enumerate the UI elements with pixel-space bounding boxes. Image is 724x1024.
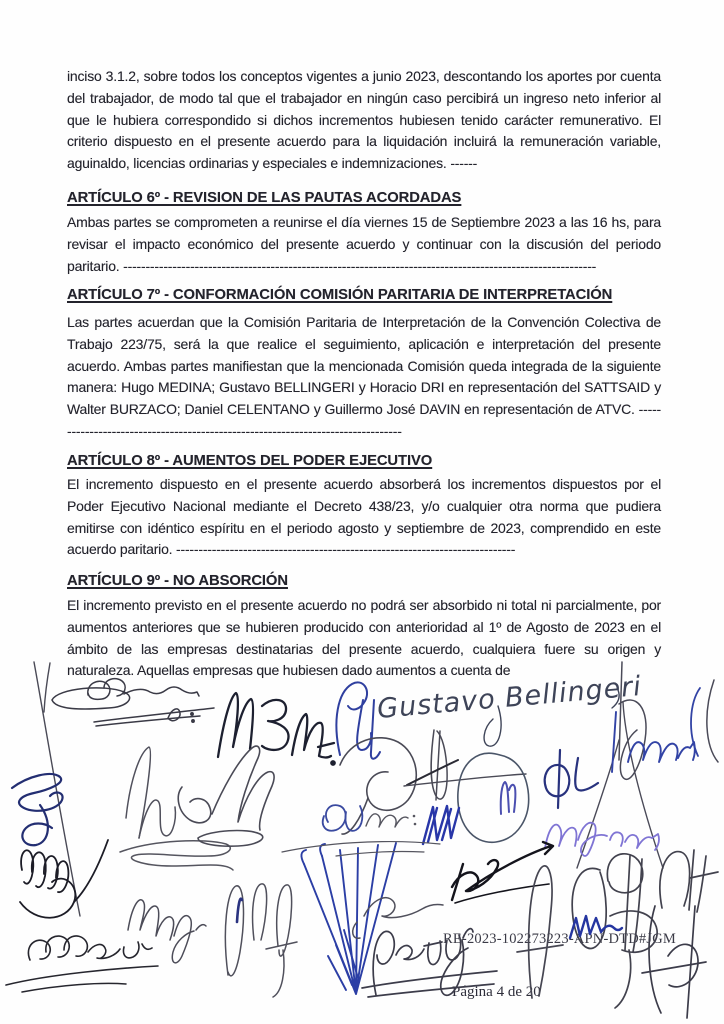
signature-blue-w bbox=[423, 806, 459, 844]
signature-circle-flourish bbox=[52, 679, 214, 726]
article-9-body: El incremento previsto en el presente acuerdo no podrá ser absorbido ni total ni parcialmente, por aumentos anteriores que se hubieren producido con anterioridad al 1º de Agosto de 2023 en el ámbito de las empresas destinatarias del presente acuerdo, cualquiera fuere su origen y naturaleza. Aquellas empresas que hubiesen dado aumentos a cuenta de bbox=[67, 597, 661, 679]
handwritten-name-text: Gustavo Bellingeri bbox=[375, 670, 644, 725]
article-6-body: Ambas partes se comprometen a reunirse el día viernes 15 de Septiembre 2023 a las 16 hs, para revisar el impacto económico del presente acuerdo y continuar con la discusión del periodo paritario. ---------------------------------------------------------------------------------------------------------- bbox=[67, 214, 661, 274]
article-8-heading: ARTÍCULO 8º - AUMENTOS DEL PODER EJECUTIVO bbox=[67, 453, 433, 469]
signature-black-scribble bbox=[20, 840, 108, 918]
article-7-heading: ARTÍCULO 7º - CONFORMACIÓN COMISIÓN PARITARIA DE INTERPRETACIÓN bbox=[67, 287, 613, 303]
signature-large-oval bbox=[458, 753, 529, 842]
article-7-body: Las partes acuerdan que la Comisión Paritaria de Interpretación de la Convención Colectiva de Trabajo 223/75, será la que realice el seguimiento, aplicación e interpretación del presente acuerdo. Ambas partes manifiestan que la mencionada Comisión queda integrada de la siguiente manera: Hugo MEDINA; Gustavo BELLINGERI y Horacio DRI en representación del SATTSAID y Walter BURZACO; Daniel CELENTANO y Guillermo José DAVIN en representación de ATVC. -------------------------------------------------------------------------------- bbox=[67, 314, 661, 439]
signature-tall-loops bbox=[225, 884, 297, 997]
signature-circles-underline bbox=[6, 936, 158, 992]
signature-wbm bbox=[218, 693, 335, 765]
page-number: Página 4 de 20 bbox=[452, 984, 541, 1000]
article-9-heading: ARTÍCULO 9º - NO ABSORCIÓN bbox=[67, 573, 288, 589]
signature-violet-cursive bbox=[545, 823, 659, 856]
signature-right-edge bbox=[691, 680, 718, 762]
article-8-body: El incremento dispuesto en el presente acuerdo absorberá los incrementos dispuestos por el Poder Ejecutivo Nacional mediante el Decreto 438/23, y/o cualquier otra norma que pudiera emitirse con idéntico espíritu en el periodo agosto y septiembre de 2023, comprendido en este acuerdo paritario. ---------------------------------------------------------------------------- bbox=[67, 476, 661, 558]
record-number: RE-2023-102273223-APN-DTD#JGM bbox=[443, 931, 676, 947]
signature-center-sweep bbox=[178, 738, 416, 846]
signature-m-plus bbox=[660, 850, 718, 912]
signature-s-swash bbox=[353, 898, 443, 939]
signature-lambda bbox=[126, 747, 175, 838]
article-6-heading: ARTÍCULO 6º - REVISION DE LAS PAUTAS ACORDADAS bbox=[67, 190, 462, 206]
signature-pstalup bbox=[362, 929, 497, 997]
signature-fa bbox=[642, 906, 706, 1018]
signature-mayo bbox=[128, 900, 206, 963]
signatures-overlay bbox=[0, 600, 724, 1024]
intro-paragraph: inciso 3.1.2, sobre todos los conceptos vigentes a junio 2023, descontando los aportes por cuenta del trabajador, de modo tal que el trabajador en ningún caso percibirá un ingreso neto inferior al que le hubiera correspondido si dichos incrementos hubiesen tenido carácter remunerativo. El criterio dispuesto en el presente acuerdo para la liquidación incluirá la remuneración variable, aguinaldo, licencias ordinarias y especiales e indemnizaciones. ------ bbox=[67, 68, 661, 172]
signature-blue-initial bbox=[336, 682, 380, 758]
signature-phi-l bbox=[545, 750, 598, 808]
signature-gtd-loops bbox=[572, 854, 657, 1008]
signature-navy-z bbox=[12, 774, 63, 845]
signature-bellingeri-name bbox=[376, 671, 643, 746]
signature-blue-fan bbox=[301, 843, 396, 994]
